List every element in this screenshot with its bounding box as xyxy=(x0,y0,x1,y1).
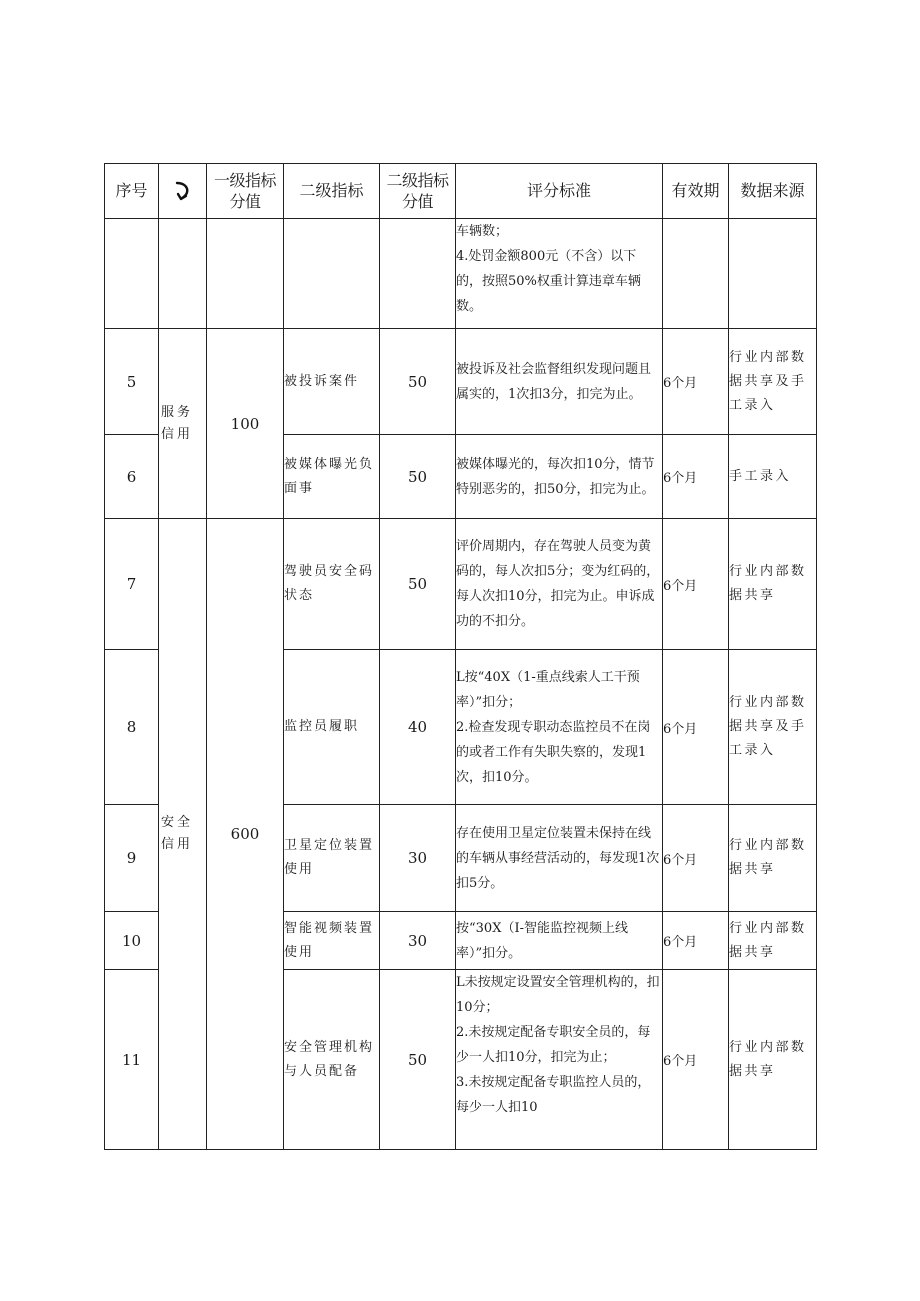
row-validity: 6个月 xyxy=(663,435,729,519)
row-seq: 5 xyxy=(105,329,159,435)
row-criteria: L未按规定设置安全管理机构的，扣10分； 2.未按规定配备专职安全员的，每少一人扣10分，扣完为止； 3.未按规定配备专职监控人员的，每少一人扣10 xyxy=(456,970,663,1150)
row-source: 行业内部数据共享 xyxy=(729,805,817,912)
header-source: 数据来源 xyxy=(729,164,817,219)
row-criteria: 被媒体曝光的，每次扣10分，情节特别恶劣的，扣50分，扣完为止。 xyxy=(456,435,663,519)
row-seq: 6 xyxy=(105,435,159,519)
row-level2: 被媒体曝光负面事 xyxy=(284,435,380,519)
row-level2 xyxy=(284,219,380,329)
table-row xyxy=(105,219,817,329)
category-label: 服务 信用 xyxy=(161,404,194,442)
row-level2: 安全管理机构与人员配备 xyxy=(284,970,380,1150)
row-criteria: 按“30X（I-智能监控视频上线率）”扣分。 xyxy=(456,912,663,970)
row-source: 行业内部数据共享及手工录入 xyxy=(729,329,817,435)
row-level2: 驾驶员安全码状态 xyxy=(284,519,380,650)
row-source: 行业内部数据共享 xyxy=(729,970,817,1150)
row-level1-score xyxy=(207,219,284,329)
header-row xyxy=(105,164,817,219)
header-level2: 二级指标 xyxy=(284,164,380,219)
row-seq: 11 xyxy=(105,970,159,1150)
row-score: 50 xyxy=(380,435,456,519)
header-validity: 有效期 xyxy=(663,164,729,219)
row-score: 30 xyxy=(380,912,456,970)
row-seq xyxy=(105,219,159,329)
row-validity: 6个月 xyxy=(663,912,729,970)
table-row xyxy=(105,329,817,435)
header-category xyxy=(159,164,207,219)
category-label: 安全 信用 xyxy=(161,815,194,852)
group-level1-score-safety: 600 xyxy=(207,519,284,1150)
group-category-safety xyxy=(159,519,207,1150)
header-criteria: 评分标准 xyxy=(456,164,663,219)
row-validity: 6个月 xyxy=(663,329,729,435)
row-validity xyxy=(663,219,729,329)
table-row xyxy=(105,519,817,650)
row-level2: 监控员履职 xyxy=(284,650,380,805)
row-source: 行业内部数据共享 xyxy=(729,519,817,650)
curved-arrow-icon xyxy=(172,180,194,202)
row-seq: 9 xyxy=(105,805,159,912)
row-score: 50 xyxy=(380,519,456,650)
row-seq: 7 xyxy=(105,519,159,650)
row-validity: 6个月 xyxy=(663,970,729,1150)
header-level1-score: 一级指标 分值 xyxy=(207,164,284,219)
header-seq: 序号 xyxy=(105,164,159,219)
row-level2: 智能视频装置使用 xyxy=(284,912,380,970)
row-validity: 6个月 xyxy=(663,650,729,805)
row-criteria: 车辆数； 4.处罚金额800元（不含）以下的，按照50%权重计算违章车辆数。 xyxy=(456,219,663,329)
scoring-table xyxy=(104,163,817,1150)
row-source: 行业内部数据共享 xyxy=(729,912,817,970)
row-source: 手工录入 xyxy=(729,435,817,519)
row-validity: 6个月 xyxy=(663,805,729,912)
row-source xyxy=(729,219,817,329)
row-score: 30 xyxy=(380,805,456,912)
row-score xyxy=(380,219,456,329)
row-criteria: 评价周期内，存在驾驶人员变为黄码的，每人次扣5分；变为红码的，每人次扣10分，扣完为止。申诉成功的不扣分。 xyxy=(456,519,663,650)
row-seq: 8 xyxy=(105,650,159,805)
header-level2-score: 二级指标 分值 xyxy=(380,164,456,219)
row-score: 50 xyxy=(380,329,456,435)
row-category xyxy=(159,219,207,329)
group-category-service xyxy=(159,329,207,519)
row-level2: 卫星定位装置使用 xyxy=(284,805,380,912)
row-criteria: L按“40X（1-重点线索人工干预率）”扣分； 2.检查发现专职动态监控员不在岗的或者工作有失职失察的，发现1次，扣10分。 xyxy=(456,650,663,805)
group-level1-score-service: 100 xyxy=(207,329,284,519)
row-validity: 6个月 xyxy=(663,519,729,650)
row-source: 行业内部数据共享及手工录入 xyxy=(729,650,817,805)
row-criteria: 被投诉及社会监督组织发现问题且属实的，1次扣3分，扣完为止。 xyxy=(456,329,663,435)
row-criteria: 存在使用卫星定位装置未保持在线的车辆从事经营活动的，每发现1次扣5分。 xyxy=(456,805,663,912)
row-score: 50 xyxy=(380,970,456,1150)
row-score: 40 xyxy=(380,650,456,805)
row-seq: 10 xyxy=(105,912,159,970)
row-level2: 被投诉案件 xyxy=(284,329,380,435)
